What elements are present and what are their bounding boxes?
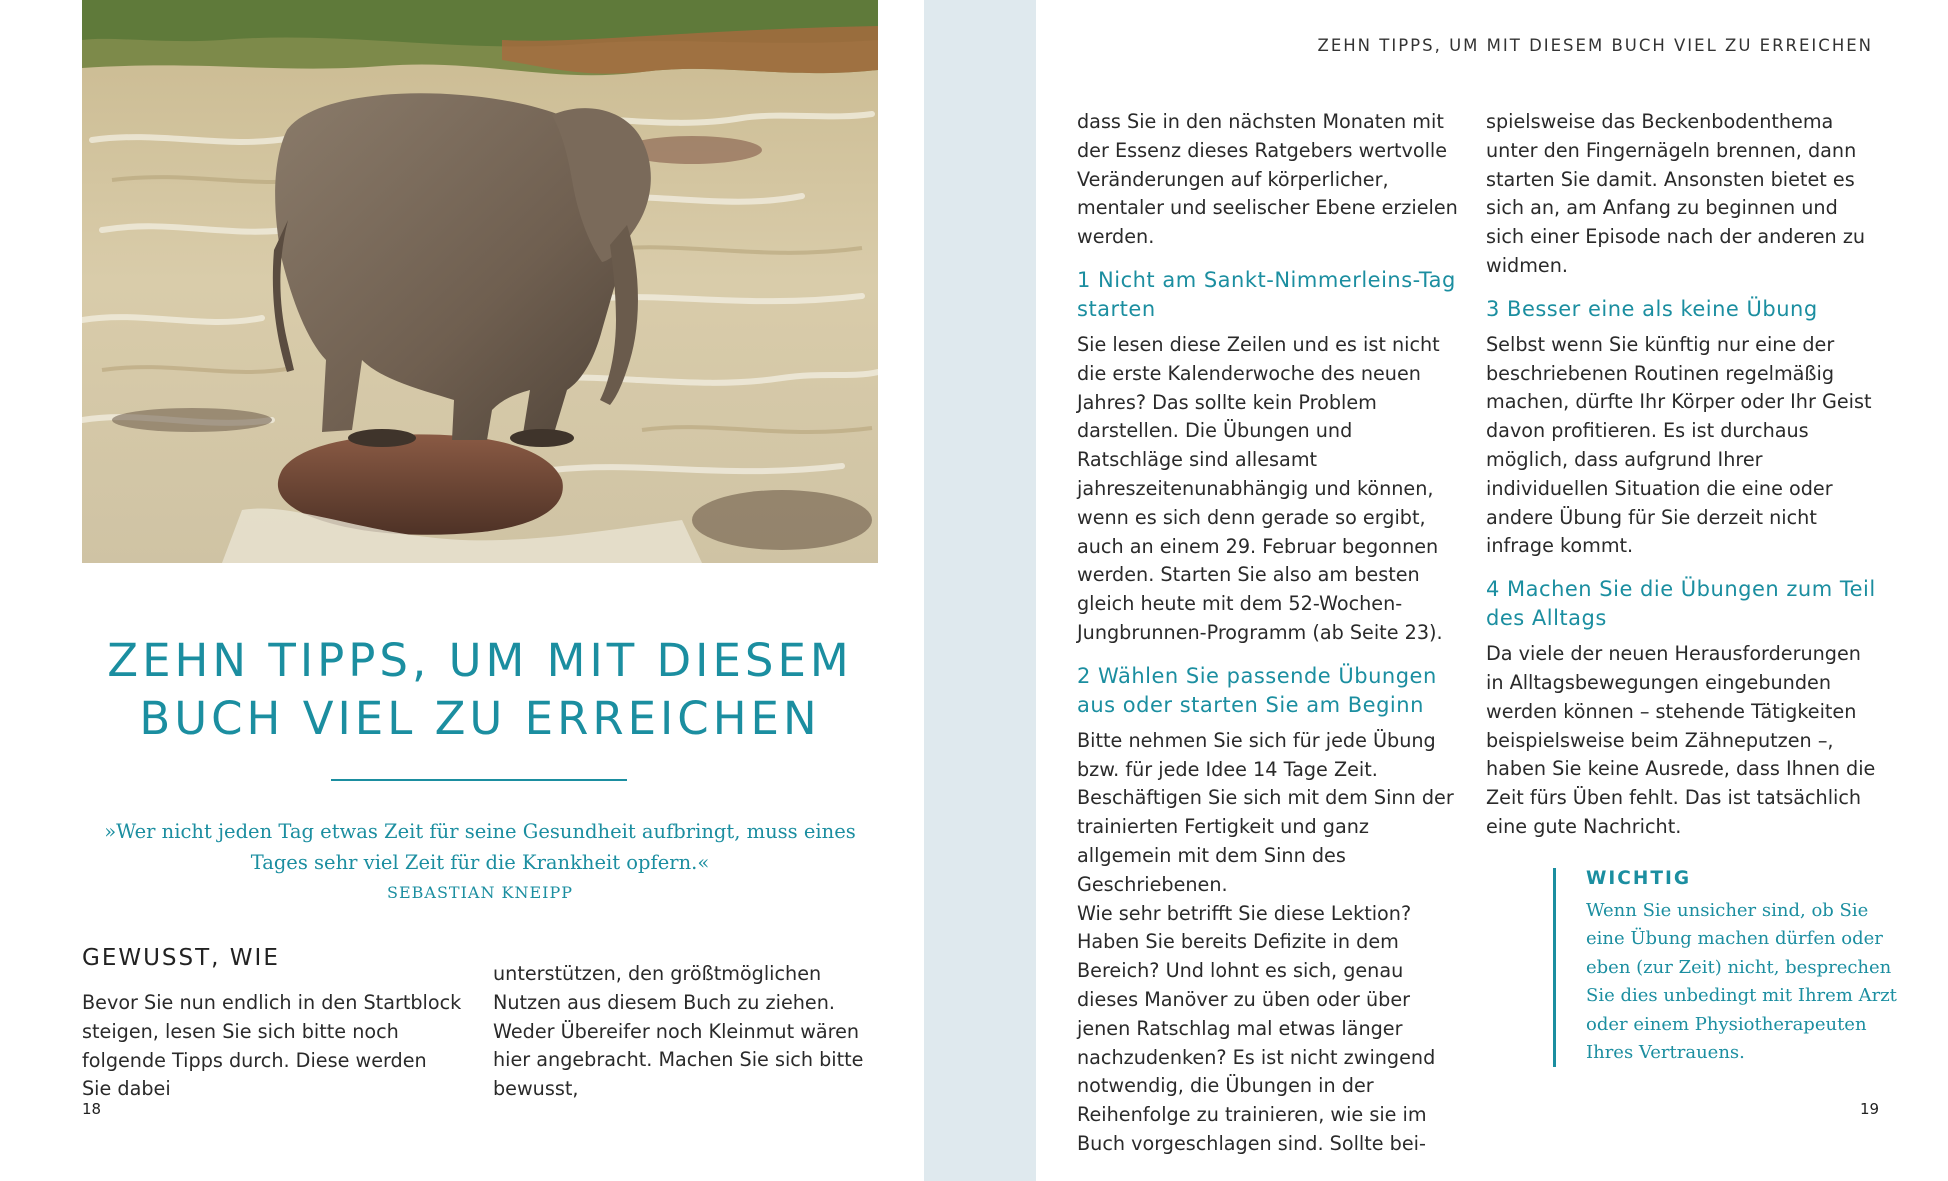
left-col2-paragraph: unterstützen, den größtmöglichen Nutzen aus diesem Buch zu ziehen. Weder Übereifer noch Kleinmut wären hier angebracht. Machen Sie sich bitte bewusst,: [493, 962, 864, 1101]
important-note-box: [1553, 868, 1906, 1067]
tip2-heading: 2 Wählen Sie passende Übungen aus oder starten Sie am Beginn: [1077, 663, 1437, 717]
kneipp-quote: [82, 816, 878, 908]
elephant-photo: [82, 0, 878, 563]
tip4-text: Da viele der neuen Herausforderungen in Alltagsbewegungen eingebunden werden können – stehende Tätigkeiten beispielsweise beim Zähneputzen –, haben Sie keine Ausrede, dass Ihnen die Zeit fürs Üben fehlt. Das ist tatsächlich eine gute Nachricht.: [1486, 642, 1876, 838]
right-body-column-1: [1077, 108, 1462, 1159]
chapter-title-line1: ZEHN TIPPS, UM MIT DIESEM: [107, 634, 853, 687]
tip2-text-2: Wie sehr betrifft Sie diese Lektion? Haben Sie bereits Defizite in dem Bereich? Und lohnt es sich, genau dieses Manöver zu üben oder über jenen Ratschlag mal etwas länger nachzudenken? Es ist nicht zwingend notwendig, die Übungen in der Reihenfolge zu trainieren, wie sie im Buch vorgeschlagen sind. Sollte bei-: [1077, 901, 1436, 1155]
page-gutter: [924, 0, 1036, 1181]
tip2-text-1: Bitte nehmen Sie sich für jede Übung bzw. für jede Idee 14 Tage Zeit. Beschäftigen Sie sich mit dem Sinn der trainierten Fertigkeit und ganz allgemein mit dem Sinn des Geschriebenen.: [1077, 728, 1454, 896]
quote-author: SEBASTIAN KNEIPP: [386, 883, 574, 902]
tip3-heading: 3 Besser eine als keine Übung: [1486, 296, 1818, 321]
chapter-title: [82, 632, 878, 748]
chapter-title-line2: BUCH VIEL ZU ERREICHEN: [139, 692, 821, 745]
quote-text: »Wer nicht jeden Tag etwas Zeit für seine Gesundheit aufbringt, muss eines Tages sehr viel Zeit für die Krankheit opfern.«: [104, 820, 856, 874]
left-body-column-2: [493, 960, 878, 1104]
title-divider: [331, 779, 627, 781]
left-col1-paragraph: Bevor Sie nun endlich in den Startblock steigen, lesen Sie sich bitte noch folgende Tipps durch. Diese werden Sie dabei: [82, 991, 462, 1101]
left-body-column-1: [82, 989, 462, 1104]
tip3-text: Selbst wenn Sie künftig nur eine der beschriebenen Routinen regelmäßig machen, dürfte Ihr Körper oder Ihr Geist davon profitieren. Es ist durchaus möglich, dass aufgrund Ihrer individuellen Situation die eine oder andere Übung für Sie derzeit nicht infrage kommt.: [1486, 332, 1872, 558]
section-heading: GEWUSST, WIE: [82, 945, 280, 971]
page-number-right: 19: [1860, 1100, 1880, 1118]
elephant-on-rock-image: [82, 0, 878, 563]
note-title: WICHTIG: [1586, 868, 1692, 889]
tip4-heading: 4 Machen Sie die Übungen zum Teil des Alltags: [1486, 577, 1876, 631]
left-page: [0, 0, 924, 1181]
page-number-left: 18: [82, 1100, 102, 1118]
right-col2-intro: spielsweise das Beckenbodenthema unter den Fingernägeln brennen, dann starten Sie damit. Ansonsten bietet es sich an, am Anfang zu beginnen und sich einer Episode nach der anderen zu widmen.: [1486, 110, 1866, 277]
running-header: ZEHN TIPPS, UM MIT DIESEM BUCH VIEL ZU ERREICHEN: [1317, 36, 1873, 55]
note-text: Wenn Sie unsicher sind, ob Sie eine Übung machen dürfen oder eben (zur Zeit) nicht, besprechen Sie dies unbedingt mit Ihrem Arzt oder einem Physiotherapeuten Ihres Vertrauens.: [1586, 900, 1897, 1064]
right-col1-intro: dass Sie in den nächsten Monaten mit der Essenz dieses Ratgebers wertvolle Veränderungen auf körperlicher, mentaler und seelischer Ebene erzielen werden.: [1077, 110, 1458, 249]
tip1-text: Sie lesen diese Zeilen und es ist nicht die erste Kalenderwoche des neuen Jahres? Das sollte kein Problem darstellen. Die Übungen und Ratschläge sind allesamt jahreszeitenunabhängig und können, wenn es sich denn gerade so ergibt, auch an einem 29. Februar begonnen werden. Starten Sie also am besten gleich heute mit dem 52-Wochen-Jungbrunnen-Programm (ab Seite 23).: [1077, 332, 1443, 644]
right-body-column-2: [1486, 108, 1876, 842]
tip1-heading: 1 Nicht am Sankt-Nimmerleins-Tag starten: [1077, 267, 1456, 321]
